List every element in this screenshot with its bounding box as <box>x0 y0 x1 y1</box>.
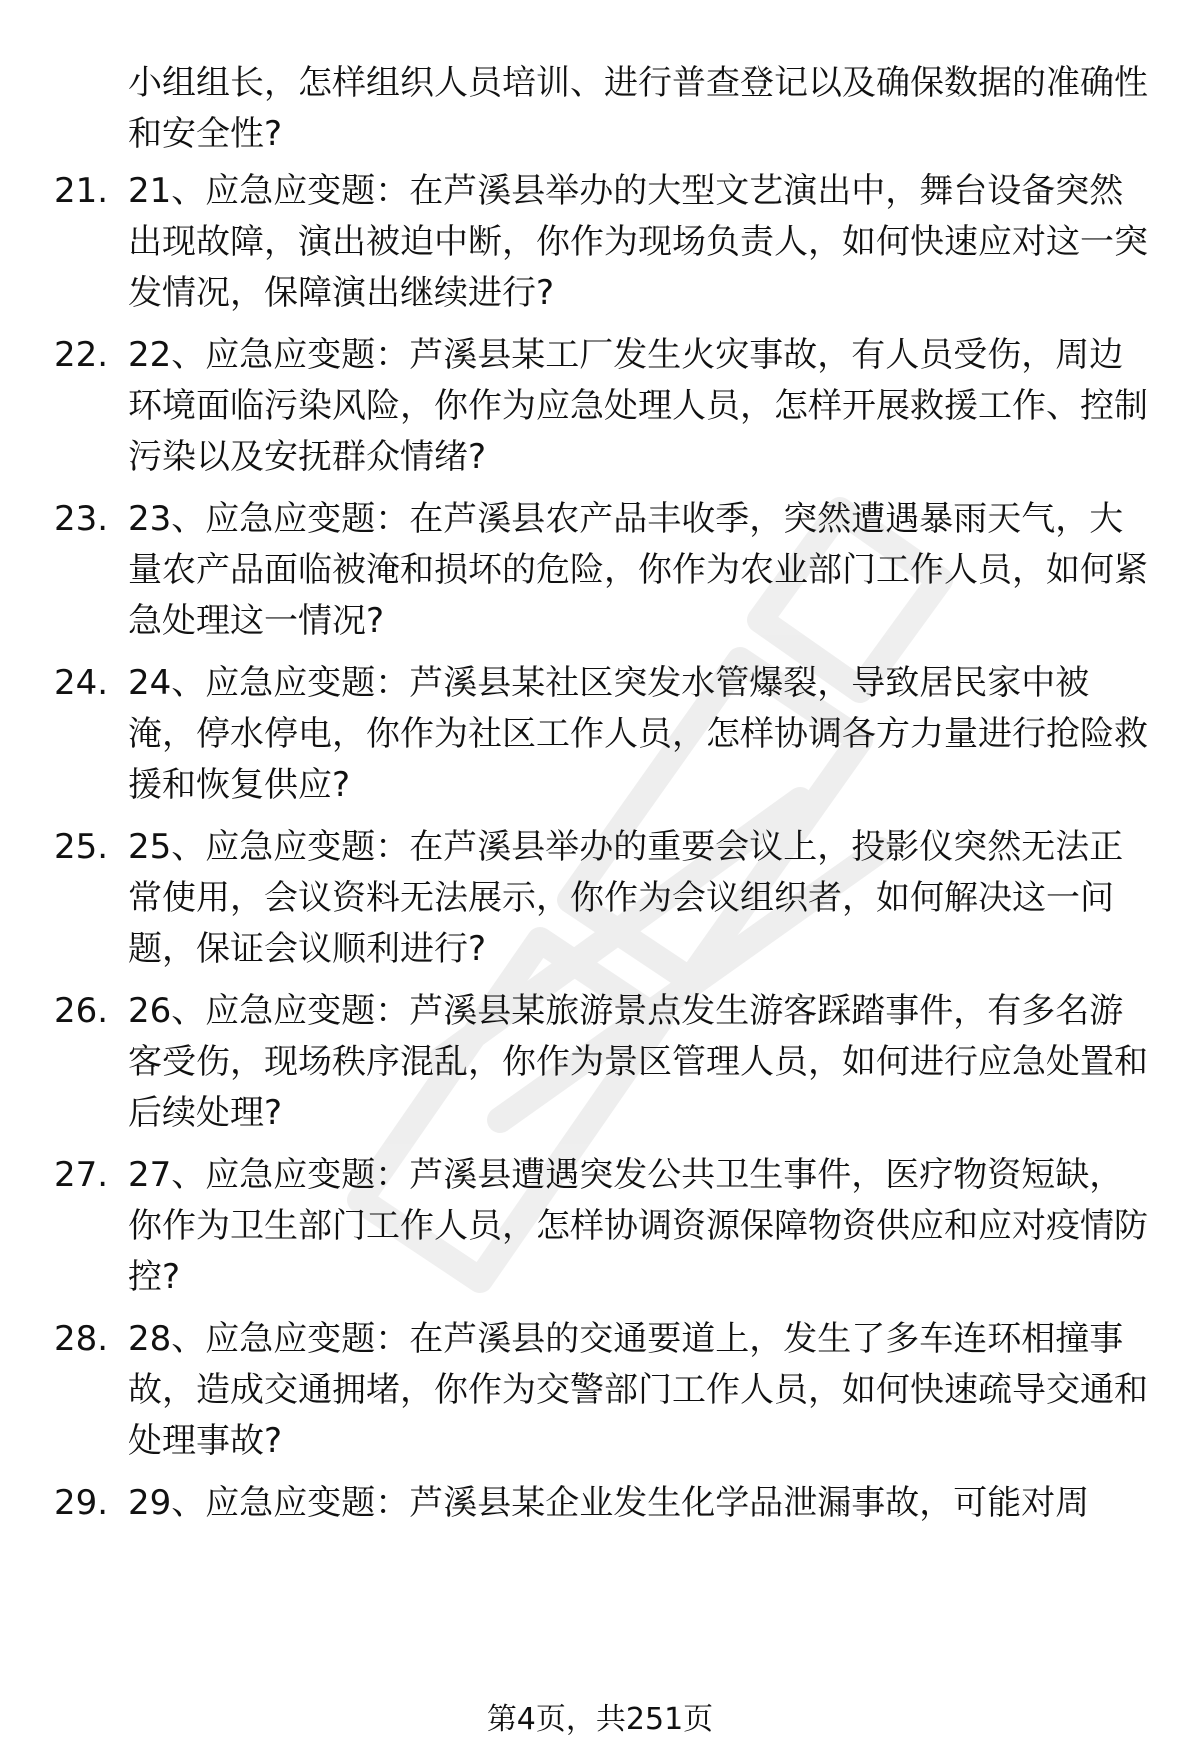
question-text: 21、应急应变题：在芦溪县举办的大型文艺演出中，舞台设备突然出现故障，演出被迫中断，你作为现场负责人，如何快速应对这一突发情况，保障演出继续进行? <box>128 171 1148 313</box>
question-text: 27、应急应变题：芦溪县遭遇突发公共卫生事件，医疗物资短缺，你作为卫生部门工作人员，怎样协调资源保障物资供应和应对疫情防控? <box>128 1155 1148 1297</box>
question-number: 23. <box>54 499 109 539</box>
page-footer: 第4页，共251页 <box>486 1702 714 1737</box>
question-text: 22、应急应变题：芦溪县某工厂发生火灾事故，有人员受伤，周边环境面临污染风险，你作为应急处理人员，怎样开展救援工作、控制污染以及安抚群众情绪? <box>128 335 1148 477</box>
question-text: 23、应急应变题：在芦溪县农产品丰收季，突然遭遇暴雨天气，大量农产品面临被淹和损坏的危险，你作为农业部门工作人员，如何紧急处理这一情况? <box>128 499 1148 641</box>
question-number: 27. <box>54 1155 109 1195</box>
question-number: 25. <box>54 827 109 867</box>
question-text: 25、应急应变题：在芦溪县举办的重要会议上，投影仪突然无法正常使用，会议资料无法展示，你作为会议组织者，如何解决这一问题，保证会议顺利进行? <box>128 827 1124 969</box>
question-text: 29、应急应变题：芦溪县某企业发生化学品泄漏事故，可能对周 <box>128 1483 1090 1523</box>
question-text: 26、应急应变题：芦溪县某旅游景点发生游客踩踏事件，有多名游客受伤，现场秩序混乱，你作为景区管理人员，如何进行应急处置和后续处理? <box>128 991 1148 1133</box>
question-number: 22. <box>54 335 109 375</box>
question-text: 24、应急应变题：芦溪县某社区突发水管爆裂，导致居民家中被淹，停水停电，你作为社区工作人员，怎样协调各方力量进行抢险救援和恢复供应? <box>128 663 1148 805</box>
question-text: 28、应急应变题：在芦溪县的交通要道上，发生了多车连环相撞事故，造成交通拥堵，你作为交警部门工作人员，如何快速疏导交通和处理事故? <box>128 1319 1148 1461</box>
question-number: 24. <box>54 663 109 703</box>
question-number: 26. <box>54 991 109 1031</box>
question-number: 29. <box>54 1483 109 1523</box>
continued-question-text: 小组组长，怎样组织人员培训、进行普查登记以及确保数据的准确性和安全性? <box>128 63 1148 154</box>
question-number: 28. <box>54 1319 109 1359</box>
question-number: 21. <box>54 171 109 211</box>
